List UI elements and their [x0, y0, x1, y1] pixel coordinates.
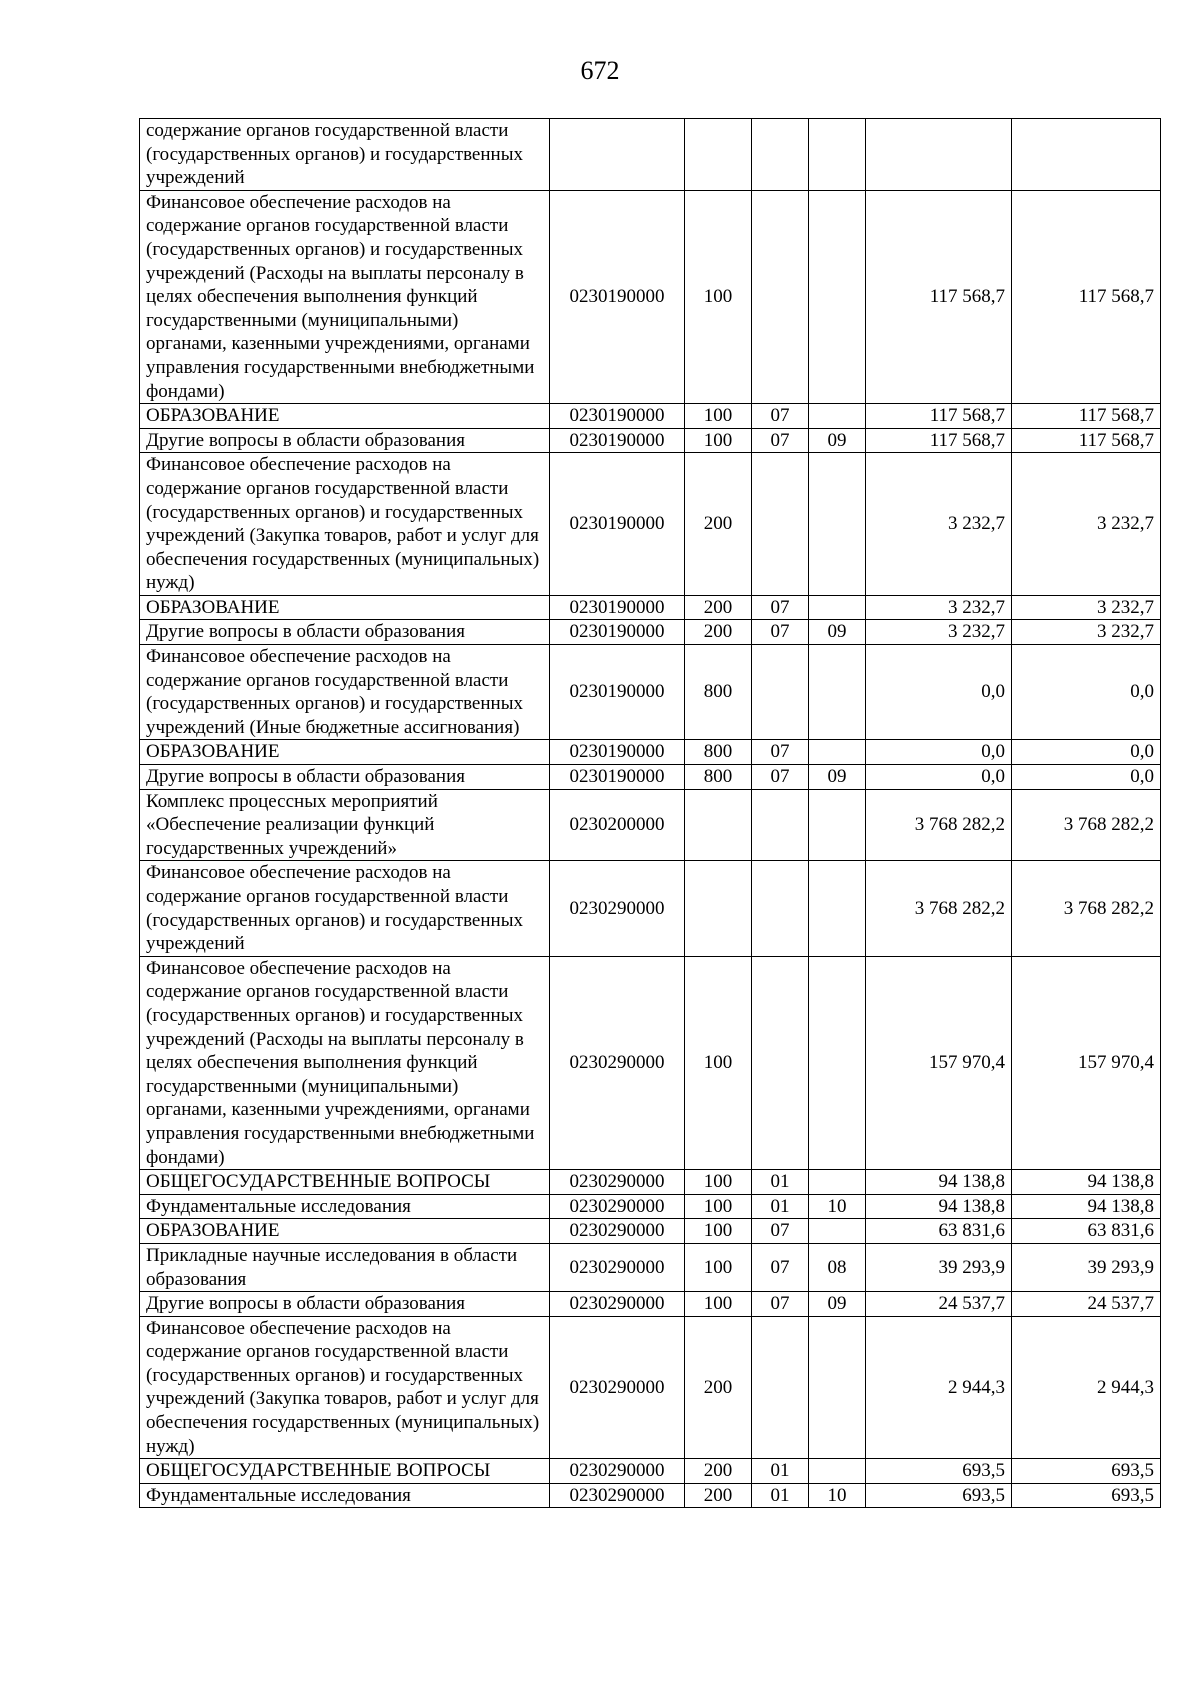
target-article-cell: 0230290000 [550, 1316, 685, 1459]
subsection-cell [809, 1170, 866, 1195]
section-cell: 07 [752, 1292, 809, 1317]
subsection-cell: 08 [809, 1243, 866, 1291]
section-cell: 01 [752, 1459, 809, 1484]
expense-type-cell [685, 861, 752, 956]
amount-year2-cell: 3 768 282,2 [1012, 861, 1161, 956]
target-article-cell: 0230290000 [550, 861, 685, 956]
expense-type-cell: 800 [685, 645, 752, 740]
amount-year2-cell: 693,5 [1012, 1483, 1161, 1508]
expense-name-cell: Прикладные научные исследования в области образования [140, 1243, 550, 1291]
amount-year1-cell: 94 138,8 [866, 1194, 1012, 1219]
subsection-cell: 09 [809, 765, 866, 790]
amount-year2-cell: 94 138,8 [1012, 1194, 1161, 1219]
expense-name-cell: Финансовое обеспечение расходов на содержание органов государственной власти (государственных органов) и государственных учреждений (Расходы на выплаты персоналу в целях обеспечения выполнения функций государственными (муниципальными) органами, казенными учреждениями, органами управления государственными внебюджетными фондами) [140, 190, 550, 403]
expense-name-cell: ОБРАЗОВАНИЕ [140, 1219, 550, 1244]
expense-type-cell: 100 [685, 1194, 752, 1219]
budget-table [139, 118, 1161, 1508]
subsection-cell: 09 [809, 428, 866, 453]
section-cell [752, 453, 809, 596]
subsection-cell [809, 453, 866, 596]
expense-type-cell: 200 [685, 1316, 752, 1459]
section-cell: 07 [752, 428, 809, 453]
target-article-cell: 0230290000 [550, 1170, 685, 1195]
amount-year2-cell: 3 768 282,2 [1012, 789, 1161, 861]
target-article-cell: 0230190000 [550, 740, 685, 765]
amount-year1-cell: 0,0 [866, 765, 1012, 790]
target-article-cell: 0230190000 [550, 190, 685, 403]
amount-year1-cell: 693,5 [866, 1483, 1012, 1508]
amount-year2-cell: 63 831,6 [1012, 1219, 1161, 1244]
expense-type-cell: 100 [685, 1292, 752, 1317]
expense-name-cell: Финансовое обеспечение расходов на содержание органов государственной власти (государственных органов) и государственных учреждений (Закупка товаров, работ и услуг для обеспечения государственных (муниципальных) нужд) [140, 453, 550, 596]
amount-year2-cell: 3 232,7 [1012, 595, 1161, 620]
subsection-cell [809, 1219, 866, 1244]
table-row [140, 190, 1161, 403]
target-article-cell: 0230190000 [550, 620, 685, 645]
expense-type-cell: 100 [685, 956, 752, 1169]
expense-name-cell: Финансовое обеспечение расходов на содержание органов государственной власти (государственных органов) и государственных учреждений (Закупка товаров, работ и услуг для обеспечения государственных (муниципальных) нужд) [140, 1316, 550, 1459]
expense-name-cell: Фундаментальные исследования [140, 1483, 550, 1508]
table-row [140, 620, 1161, 645]
target-article-cell: 0230190000 [550, 404, 685, 429]
amount-year1-cell: 2 944,3 [866, 1316, 1012, 1459]
expense-type-cell: 100 [685, 190, 752, 403]
amount-year1-cell: 117 568,7 [866, 190, 1012, 403]
table-row [140, 789, 1161, 861]
table-row [140, 1194, 1161, 1219]
table-row [140, 595, 1161, 620]
target-article-cell: 0230190000 [550, 595, 685, 620]
target-article-cell: 0230290000 [550, 1483, 685, 1508]
amount-year1-cell: 3 768 282,2 [866, 789, 1012, 861]
expense-type-cell [685, 119, 752, 191]
subsection-cell: 09 [809, 1292, 866, 1317]
table-row [140, 1243, 1161, 1291]
expense-name-cell: Другие вопросы в области образования [140, 428, 550, 453]
amount-year1-cell: 24 537,7 [866, 1292, 1012, 1317]
expense-type-cell [685, 789, 752, 861]
expense-type-cell: 200 [685, 595, 752, 620]
target-article-cell: 0230190000 [550, 453, 685, 596]
amount-year1-cell: 117 568,7 [866, 428, 1012, 453]
amount-year2-cell: 0,0 [1012, 645, 1161, 740]
expense-name-cell: Финансовое обеспечение расходов на содержание органов государственной власти (государственных органов) и государственных учреждений (Иные бюджетные ассигнования) [140, 645, 550, 740]
subsection-cell [809, 119, 866, 191]
expense-name-cell: ОБЩЕГОСУДАРСТВЕННЫЕ ВОПРОСЫ [140, 1459, 550, 1484]
amount-year2-cell: 117 568,7 [1012, 190, 1161, 403]
section-cell [752, 1316, 809, 1459]
amount-year2-cell [1012, 119, 1161, 191]
expense-name-cell: содержание органов государственной власти (государственных органов) и государственных учреждений [140, 119, 550, 191]
target-article-cell: 0230290000 [550, 1219, 685, 1244]
amount-year2-cell: 117 568,7 [1012, 428, 1161, 453]
target-article-cell: 0230190000 [550, 645, 685, 740]
amount-year1-cell: 157 970,4 [866, 956, 1012, 1169]
table-row [140, 428, 1161, 453]
subsection-cell [809, 789, 866, 861]
amount-year2-cell: 39 293,9 [1012, 1243, 1161, 1291]
expense-name-cell: Финансовое обеспечение расходов на содержание органов государственной власти (государственных органов) и государственных учреждений (Расходы на выплаты персоналу в целях обеспечения выполнения функций государственными (муниципальными) органами, казенными учреждениями, органами управления государственными внебюджетными фондами) [140, 956, 550, 1169]
expense-name-cell: ОБРАЗОВАНИЕ [140, 740, 550, 765]
section-cell [752, 861, 809, 956]
expense-type-cell: 800 [685, 765, 752, 790]
subsection-cell [809, 861, 866, 956]
subsection-cell: 10 [809, 1483, 866, 1508]
table-row [140, 1316, 1161, 1459]
target-article-cell: 0230290000 [550, 956, 685, 1169]
expense-name-cell: ОБРАЗОВАНИЕ [140, 595, 550, 620]
table-row [140, 404, 1161, 429]
section-cell: 07 [752, 404, 809, 429]
section-cell [752, 956, 809, 1169]
table-row [140, 765, 1161, 790]
amount-year2-cell: 117 568,7 [1012, 404, 1161, 429]
amount-year1-cell: 63 831,6 [866, 1219, 1012, 1244]
table-row [140, 1219, 1161, 1244]
expense-type-cell: 200 [685, 620, 752, 645]
subsection-cell [809, 404, 866, 429]
amount-year1-cell: 693,5 [866, 1459, 1012, 1484]
section-cell: 07 [752, 595, 809, 620]
target-article-cell [550, 119, 685, 191]
expense-type-cell: 100 [685, 404, 752, 429]
section-cell: 01 [752, 1483, 809, 1508]
subsection-cell [809, 740, 866, 765]
amount-year2-cell: 94 138,8 [1012, 1170, 1161, 1195]
expense-type-cell: 200 [685, 1483, 752, 1508]
amount-year1-cell: 0,0 [866, 645, 1012, 740]
section-cell: 07 [752, 740, 809, 765]
table-row [140, 1459, 1161, 1484]
amount-year2-cell: 0,0 [1012, 765, 1161, 790]
expense-type-cell: 100 [685, 428, 752, 453]
section-cell: 01 [752, 1194, 809, 1219]
expense-name-cell: Финансовое обеспечение расходов на содержание органов государственной власти (государственных органов) и государственных учреждений [140, 861, 550, 956]
table-row [140, 861, 1161, 956]
section-cell: 07 [752, 1243, 809, 1291]
target-article-cell: 0230290000 [550, 1292, 685, 1317]
target-article-cell: 0230200000 [550, 789, 685, 861]
section-cell [752, 119, 809, 191]
table-row [140, 1292, 1161, 1317]
subsection-cell [809, 1316, 866, 1459]
amount-year1-cell: 117 568,7 [866, 404, 1012, 429]
expense-type-cell: 800 [685, 740, 752, 765]
amount-year2-cell: 157 970,4 [1012, 956, 1161, 1169]
target-article-cell: 0230290000 [550, 1243, 685, 1291]
amount-year1-cell: 94 138,8 [866, 1170, 1012, 1195]
target-article-cell: 0230190000 [550, 765, 685, 790]
subsection-cell [809, 190, 866, 403]
section-cell [752, 789, 809, 861]
expense-name-cell: Другие вопросы в области образования [140, 1292, 550, 1317]
amount-year2-cell: 3 232,7 [1012, 620, 1161, 645]
table-row [140, 740, 1161, 765]
subsection-cell [809, 956, 866, 1169]
expense-type-cell: 200 [685, 1459, 752, 1484]
table-row [140, 645, 1161, 740]
expense-name-cell: ОБРАЗОВАНИЕ [140, 404, 550, 429]
table-row [140, 956, 1161, 1169]
expense-name-cell: ОБЩЕГОСУДАРСТВЕННЫЕ ВОПРОСЫ [140, 1170, 550, 1195]
subsection-cell [809, 1459, 866, 1484]
table-row [140, 119, 1161, 191]
amount-year1-cell [866, 119, 1012, 191]
budget-table-body [140, 119, 1161, 1508]
section-cell: 07 [752, 620, 809, 645]
amount-year1-cell: 3 232,7 [866, 595, 1012, 620]
expense-name-cell: Другие вопросы в области образования [140, 620, 550, 645]
amount-year2-cell: 0,0 [1012, 740, 1161, 765]
target-article-cell: 0230290000 [550, 1459, 685, 1484]
section-cell: 07 [752, 765, 809, 790]
expense-name-cell: Фундаментальные исследования [140, 1194, 550, 1219]
table-row [140, 1483, 1161, 1508]
expense-name-cell: Комплекс процессных мероприятий «Обеспечение реализации функций государственных учреждений» [140, 789, 550, 861]
expense-type-cell: 100 [685, 1219, 752, 1244]
table-row [140, 1170, 1161, 1195]
amount-year1-cell: 3 768 282,2 [866, 861, 1012, 956]
amount-year1-cell: 3 232,7 [866, 620, 1012, 645]
section-cell [752, 190, 809, 403]
section-cell [752, 645, 809, 740]
subsection-cell [809, 645, 866, 740]
target-article-cell: 0230290000 [550, 1194, 685, 1219]
target-article-cell: 0230190000 [550, 428, 685, 453]
section-cell: 01 [752, 1170, 809, 1195]
expense-type-cell: 100 [685, 1170, 752, 1195]
amount-year2-cell: 24 537,7 [1012, 1292, 1161, 1317]
amount-year1-cell: 3 232,7 [866, 453, 1012, 596]
expense-name-cell: Другие вопросы в области образования [140, 765, 550, 790]
amount-year2-cell: 2 944,3 [1012, 1316, 1161, 1459]
page-number: 672 [580, 56, 620, 85]
expense-type-cell: 200 [685, 453, 752, 596]
amount-year2-cell: 3 232,7 [1012, 453, 1161, 596]
subsection-cell [809, 595, 866, 620]
section-cell: 07 [752, 1219, 809, 1244]
amount-year2-cell: 693,5 [1012, 1459, 1161, 1484]
table-row [140, 453, 1161, 596]
amount-year1-cell: 39 293,9 [866, 1243, 1012, 1291]
subsection-cell: 10 [809, 1194, 866, 1219]
expense-type-cell: 100 [685, 1243, 752, 1291]
amount-year1-cell: 0,0 [866, 740, 1012, 765]
subsection-cell: 09 [809, 620, 866, 645]
